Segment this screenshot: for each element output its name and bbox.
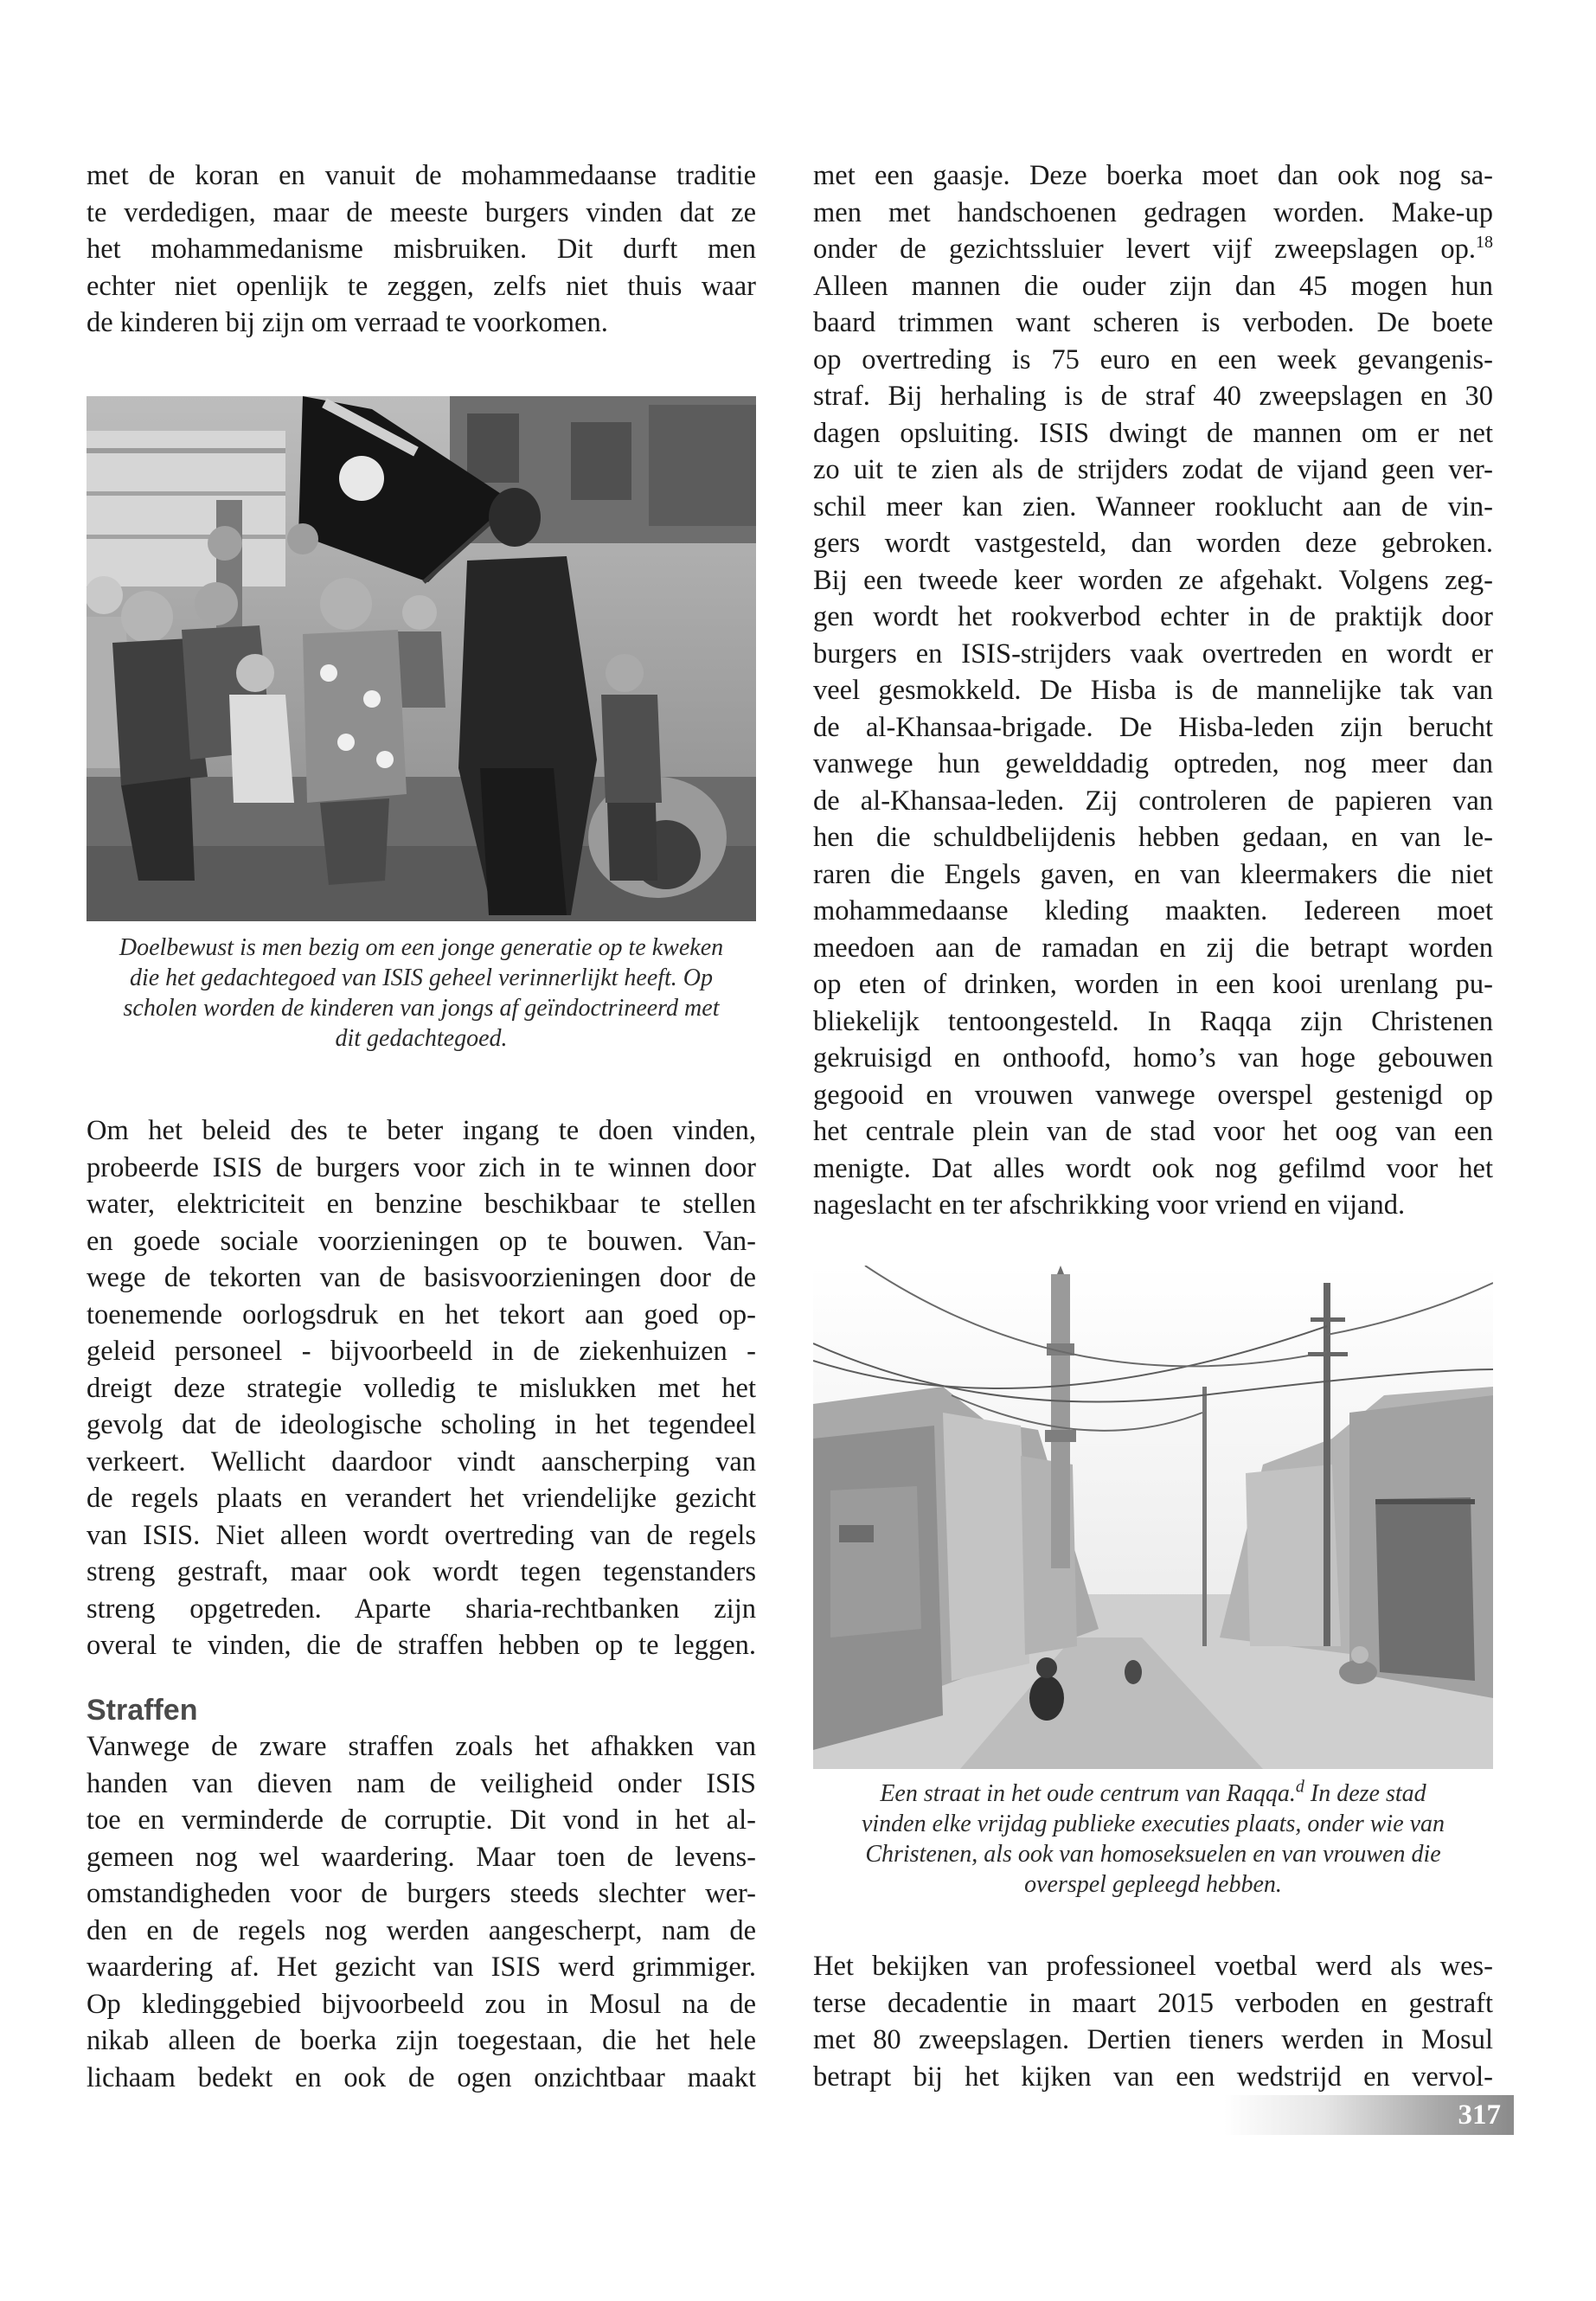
text-line: Bij een tweede keer worden ze afgehakt. Volgens zeg-	[813, 564, 1493, 596]
text-line: streng gestraft, maar ook wordt tegen tegenstanders	[87, 1556, 756, 1587]
text-line: met 80 zweepslagen. Dertien tieners werden in Mosul	[813, 2024, 1493, 2055]
text-line: de kinderen bij zijn om verraad te voorkomen.	[87, 307, 608, 338]
text-line: baard trimmen want scheren is verboden. De boete	[813, 307, 1493, 338]
text-line: met de koran en vanuit de mohammedaanse traditie	[87, 160, 756, 191]
text-line: het mohammedanisme misbruiken. Dit durft men	[87, 234, 756, 265]
text-line: nikab alleen de boerka zijn toegestaan, die het hele	[87, 2025, 756, 2056]
text-line: overal te vinden, die de straffen hebben op te leggen.	[87, 1630, 756, 1661]
left-paragraph-2	[87, 1112, 756, 1664]
text-line: straf. Bij herhaling is de straf 40 zweepslagen en 30	[813, 381, 1493, 412]
text-line: gers wordt vastgesteld, dan worden deze gebroken.	[813, 528, 1493, 559]
text-line: gemeen nog wel waardering. Maar toen de levens-	[87, 1841, 756, 1873]
text-line: gegooid en vrouwen vanwege overspel gestenigd op	[813, 1079, 1493, 1111]
photo-1-caption	[87, 933, 756, 1054]
text-line: mohammedaanse kleding maakten. Iedereen moet	[813, 895, 1493, 926]
text-line: hen die schuldbelijdenis hebben gedaan, en van le-	[813, 822, 1493, 853]
text-line: dagen opsluiting. ISIS dwingt de mannen om er net	[813, 417, 1493, 449]
caption-line: die het gedachtegoed van ISIS geheel verinnerlijkt heeft. Op	[129, 965, 714, 991]
text-line: Vanwege de zware straffen zoals het afhakken van	[87, 1731, 756, 1762]
text-fragment: Een straat in het oude centrum van Raqqa.	[880, 1780, 1296, 1807]
text-line: handen van dieven nam de veiligheid onder ISIS	[87, 1767, 756, 1799]
text-line: gekruisigd en onthoofd, homo’s van hoge gebouwen	[813, 1042, 1493, 1074]
text-line: het centrale plein van de stad voor het oog van een	[813, 1116, 1493, 1147]
footnote-marker-18: 18	[1476, 233, 1493, 253]
text-line: meedoen aan de ramadan en zij die betrapt worden	[813, 932, 1493, 964]
caption-line: dit gedachtegoed.	[335, 1025, 508, 1052]
section-heading-straffen: Straffen	[87, 1694, 198, 1727]
caption-line: vinden elke vrijdag publieke executies plaats, onder wie van	[861, 1811, 1445, 1837]
right-paragraph-1	[813, 157, 1493, 1224]
text-line: burgers en ISIS-strijders vaak overtreden en wordt er	[813, 638, 1493, 670]
left-paragraph-3	[87, 1728, 756, 2096]
caption-line: scholen worden de kinderen van jongs af geïndoctrineerd met	[123, 995, 720, 1022]
text-line: lichaam bedekt en ook de ogen onzichtbaar maakt	[87, 2061, 756, 2093]
footnote-marker-d: d	[1295, 1777, 1304, 1797]
photo-2-caption	[813, 1779, 1493, 1900]
text-line: den en de regels nog werden aangescherpt, nam de	[87, 1914, 756, 1946]
text-fragment: onder de gezichtssluier levert vijf zweepslagen op.	[813, 234, 1476, 265]
text-line: de al-Khansaa-leden. Zij controleren de papieren van	[813, 785, 1493, 817]
text-fragment: In deze stad	[1304, 1780, 1426, 1807]
text-line: Alleen mannen die ouder zijn dan 45 mogen hun	[813, 270, 1493, 302]
caption-line: Christenen, als ook van homoseksuelen en van vrouwen die	[865, 1841, 1441, 1868]
text-line: probeerde ISIS de burgers voor zich in te winnen door	[87, 1151, 756, 1183]
text-line: toenemende oorlogsdruk en het tekort aan goed op-	[87, 1298, 756, 1330]
right-paragraph-2	[813, 1948, 1493, 2095]
photo-children-isis-flag	[87, 396, 756, 921]
text-line: terse decadentie in maart 2015 verboden en gestraft	[813, 1987, 1493, 2019]
caption-line-with-footnote	[813, 1779, 1493, 1809]
text-line: en goede sociale voorzieningen op te bouwen. Van-	[87, 1225, 756, 1257]
text-line: water, elektriciteit en benzine beschikbaar te stellen	[87, 1189, 756, 1220]
text-line: Om het beleid des te beter ingang te doen vinden,	[87, 1115, 756, 1146]
text-line: de regels plaats en verandert het vriendelijke gezicht	[87, 1483, 756, 1514]
text-line: op eten of drinken, worden in een kooi urenlang pu-	[813, 969, 1493, 1000]
text-line: omstandigheden voor de burgers steeds slechter wer-	[87, 1878, 756, 1909]
text-line: men met handschoenen gedragen worden. Make-up	[813, 196, 1493, 228]
text-line: met een gaasje. Deze boerka moet dan ook nog sa-	[813, 160, 1493, 191]
text-line: nageslacht en ter afschrikking voor vriend en vijand.	[813, 1189, 1406, 1221]
text-line: geleid personeel - bijvoorbeeld in de ziekenhuizen -	[87, 1336, 756, 1367]
text-line: menigte. Dat alles wordt ook nog gefilmd voor het	[813, 1152, 1493, 1184]
text-line: te verdedigen, maar de meeste burgers vinden dat ze	[87, 196, 756, 228]
text-line: gevolg dat de ideologische scholing in het tegendeel	[87, 1409, 756, 1440]
text-line: schil meer kan zien. Wanneer rooklucht aan de vin-	[813, 490, 1493, 522]
text-line: bliekelijk tentoongesteld. In Raqqa zijn Christenen	[813, 1005, 1493, 1037]
text-line: verkeert. Wellicht daardoor vindt aanscherping van	[87, 1445, 756, 1477]
text-line: op overtreding is 75 euro en een week gevangenis-	[813, 343, 1493, 375]
text-line: raren die Engels gaven, en van kleermakers die niet	[813, 858, 1493, 890]
text-line: Het bekijken van professioneel voetbal werd als wes-	[813, 1951, 1493, 1982]
caption-line: Doelbewust is men bezig om een jonge generatie op te kweken	[119, 934, 724, 961]
text-line: veel gesmokkeld. De Hisba is de mannelijke tak van	[813, 675, 1493, 706]
text-line-with-footnote	[813, 231, 1493, 268]
left-paragraph-1	[87, 157, 756, 342]
caption-line: overspel gepleegd hebben.	[1024, 1871, 1282, 1898]
page-number-tick	[1507, 2095, 1514, 2135]
text-line: waardering af. Het gezicht van ISIS werd grimmiger.	[87, 1952, 756, 1983]
text-line: vanwege hun gewelddadig optreden, nog meer dan	[813, 748, 1493, 779]
photo-raqqa-street	[813, 1266, 1493, 1769]
text-line: zo uit te zien als de strijders zodat de vijand geen ver-	[813, 454, 1493, 485]
page-number: 317	[1458, 2099, 1501, 2131]
text-line: echter niet openlijk te zeggen, zelfs niet thuis waar	[87, 270, 756, 302]
text-line: wege de tekorten van de basisvoorzieningen door de	[87, 1262, 756, 1293]
text-line: streng opgetreden. Aparte sharia-rechtbanken zijn	[87, 1593, 756, 1625]
text-line: dreigt deze strategie volledig te mislukken met het	[87, 1372, 756, 1404]
text-line: Op kledinggebied bijvoorbeeld zou in Mosul na de	[87, 1988, 756, 2020]
text-line: toe en verminderde de corruptie. Dit vond in het al-	[87, 1804, 756, 1836]
text-line: de al-Khansaa-brigade. De Hisba-leden zijn berucht	[813, 711, 1493, 743]
text-line: gen wordt het rookverbod echter in de praktijk door	[813, 601, 1493, 632]
text-line: betrapt bij het kijken van een wedstrijd en vervol-	[813, 2061, 1493, 2093]
text-line: van ISIS. Niet alleen wordt overtreding van de regels	[87, 1519, 756, 1551]
